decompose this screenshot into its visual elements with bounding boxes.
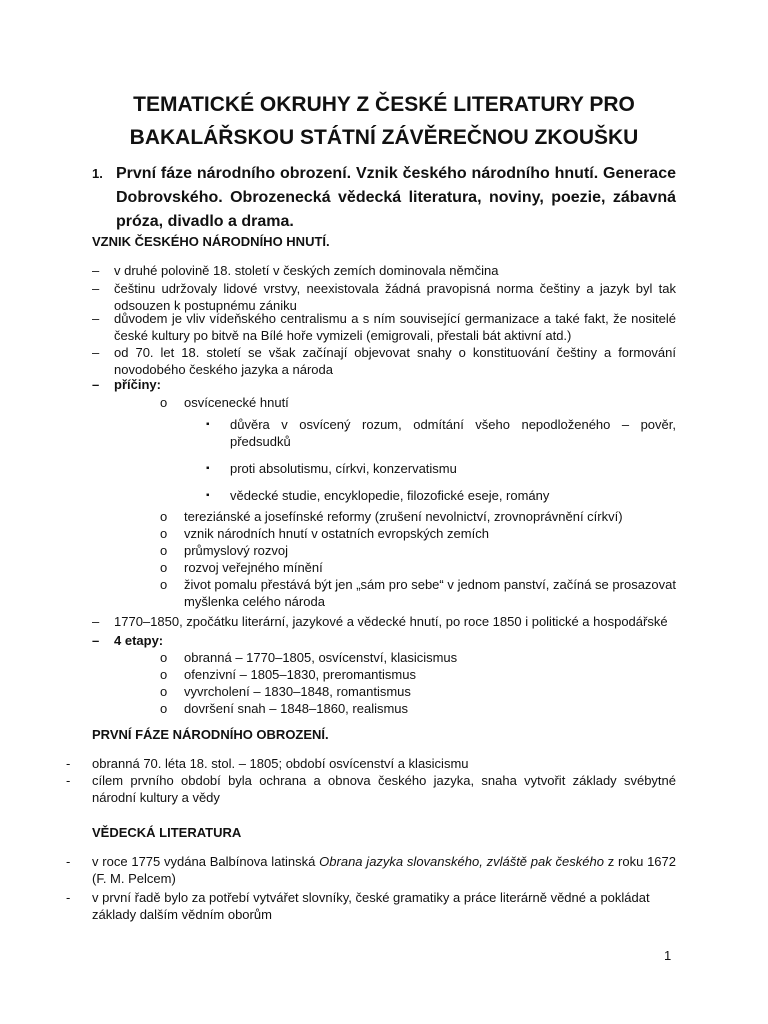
section-number: 1. [92,166,103,181]
circle-bullet: o [160,577,168,592]
vedecka-item-1: v roce 1775 vydána Balbínova latinská Obrana jazyka slovanského, zvláště pak českého z roku 1672 (F. M. Pelcem) [92,854,676,886]
heading-vznik: VZNIK ČESKÉHO NÁRODNÍHO HNUTÍ. [92,234,330,249]
dash-bullet: – [92,281,100,296]
document-page: TEMATICKÉ OKRUHY Z ČESKÉ LITERATURY PRO BAKALÁŘSKOU STÁTNÍ ZÁVĚREČNOU ZKOUŠKU 1. První fáze národního obrození. Vznik českého národního hnutí. Generace Dobrovského. Obrozenecká vědecká literatura, noviny, poezie, zábavná próza, divadlo a drama. VZNIK ČESKÉHO NÁRODNÍHO HNUTÍ. – v druhé polovině 18. století v českých zemích dominovala němčina – češtinu udržovaly lidové vrstvy, neexistovala žádná pravopisná norma češtiny a jazyk byl tak odsouzen k postupnému zániku – důvodem je vliv vídeňského centralismu a s ním související germanizace a také fakt, že nositelé české kultury po bitvě na Bílé hoře vymizeli (emigrovali, přestali bát aktivní atd.) – od 70. let 18. století se však začínají objevovat snahy o konstituování češtiny a formování novodobého českého jazyka a národa – příčiny: o osvícenecké hnutí ▪ důvěra v osvícený rozum, odmítání všeho nepodloženého – pověr, předsudků ▪ proti absolutismu, církvi, konzervatismu ▪ vědecké studie, encyklopedie, filozofické eseje, romány o tereziánské a josefínské reformy (zrušení nevolnictví, zrovnoprávnění církví) o vznik národních hnutí v ostatních evropských zemích o průmyslový rozvoj o rozvoj veřejného mínění o život pomalu přestává být jen „sám pro sebe“ v jednom panství, začíná se prosazovat myšlenka celého národa – 1770–1850, zpočátku literární, jazykové a vědecké hnutí, po roce 1850 i politické a hospodářské – 4 etapy: o obranná – 1770–1805, osvícenství, klasicismus o ofenzivní – 1805–1830, preromantismus o vyvrcholení – 1830–1848, romantismus o dovršení snah – 1848–1860, realismus PRVNÍ FÁZE NÁRODNÍHO OBROZENÍ. - obranná 70. léta 18. stol. – 1805; období osvícenství a klasicismu - cílem prvního období byla ochrana a obnova českého jazyka, snaha vytvořit základy svébytné národní kultury a vědy VĚDECKÁ LITERATURA - v roce 1775 vydána Balbínova latinská Obrana jazyka slovanského, zvláště pak českého z roku 1672 (F. M. Pelcem) - v první řadě bylo za potřebí vytvářet slovníky, české gramatiky a práce literárně vědné a pokládat základy dalším vědním oborům 1 [0,0,768,1024]
section-1-text: První fáze národního obrození. Vznik českého národního hnutí. Generace Dobrovského. Obrozenecká vědecká literatura, noviny, poezie, zábavná próza, divadlo a drama. [116,165,676,230]
dash-bullet: - [66,773,71,788]
heading-prvni-faze: PRVNÍ FÁZE NÁRODNÍHO OBROZENÍ. [92,727,329,742]
circle-bullet: o [160,667,168,682]
dash-bullet: - [66,854,71,869]
dash-bullet: – [92,377,100,392]
circle-bullet: o [160,684,168,699]
title-line-1: TEMATICKÉ OKRUHY Z ČESKÉ LITERATURY PRO [133,93,635,116]
square-bullet: ▪ [206,463,210,474]
circle-bullet: o [160,543,168,558]
dash-bullet: - [66,890,71,905]
dash-bullet: – [92,633,100,648]
circle-bullet: o [160,526,168,541]
title-line-2: BAKALÁŘSKOU STÁTNÍ ZÁVĚREČNOU ZKOUŠKU [129,126,639,149]
circle-bullet: o [160,650,168,665]
dash-bullet: – [92,263,100,278]
book-title: Obrana jazyka slovanského, zvláště pak českého [319,854,604,869]
square-bullet: ▪ [206,490,210,501]
page-number: 1 [664,948,672,963]
heading-vedecka-literatura: VĚDECKÁ LITERATURA [92,825,242,840]
square-bullet: ▪ [206,419,210,430]
circle-bullet: o [160,701,168,716]
document-title [60,88,708,154]
circle-bullet: o [160,509,168,524]
dash-bullet: - [66,756,71,771]
circle-bullet: o [160,560,168,575]
dash-bullet: – [92,345,100,360]
dash-bullet: – [92,311,100,326]
circle-bullet: o [160,395,168,410]
dash-bullet: – [92,614,100,629]
